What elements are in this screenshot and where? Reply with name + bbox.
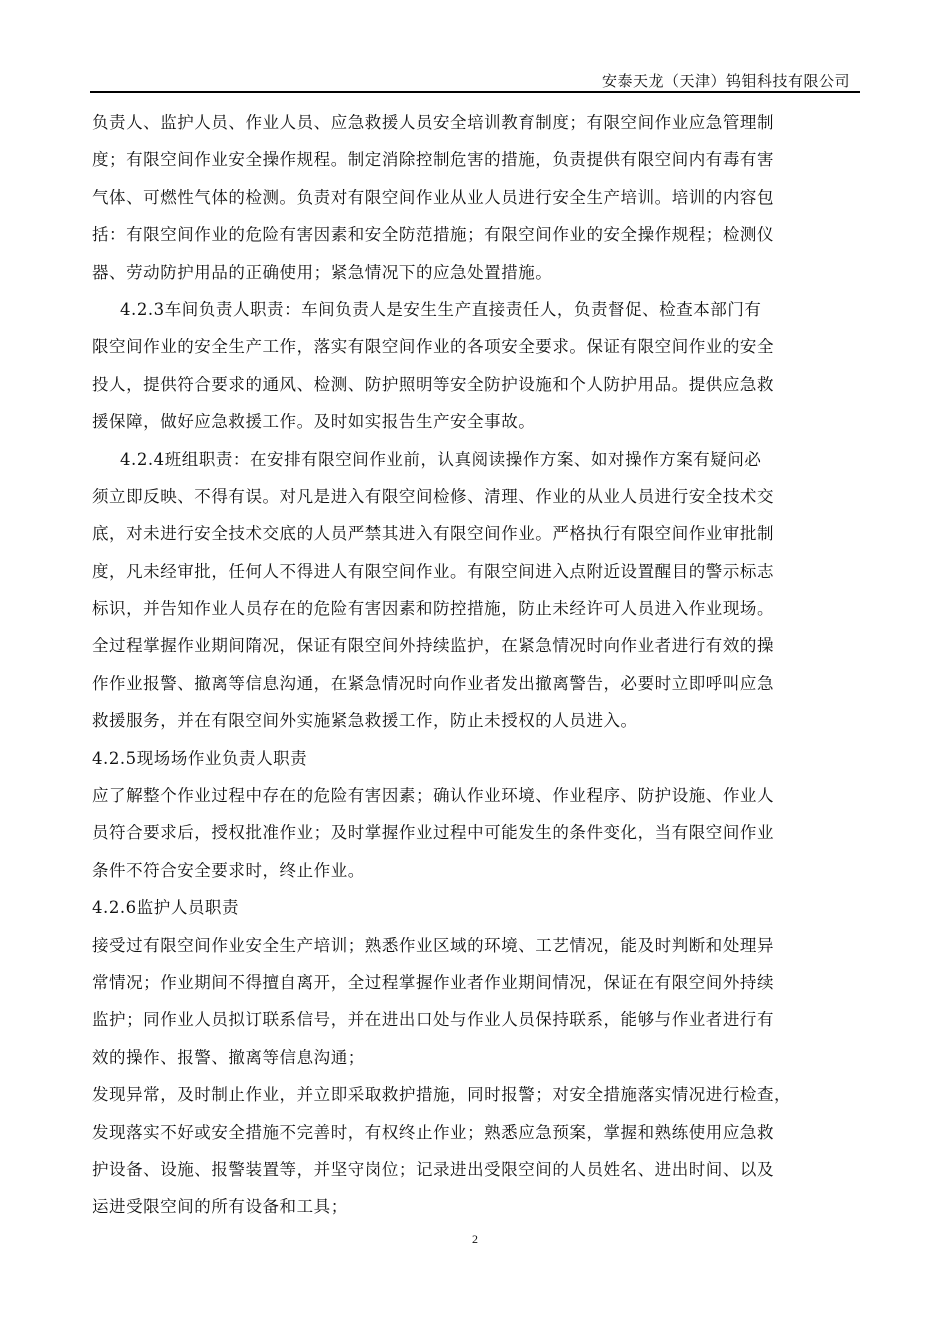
body-line: 发现异常，及时制止作业，并立即采取救护措施，同时报警；对安全措施落实情况进行检查，: [92, 1085, 792, 1105]
page-number: 2: [472, 1232, 478, 1246]
body-line: 监护；同作业人员拟订联系信号，并在进出口处与作业人员保持联系，能够与作业者进行有: [92, 1010, 774, 1030]
body-line: 投人，提供符合要求的通风、检测、防护照明等安全防护设施和个人防护用品。提供应急救: [92, 374, 774, 394]
body-line: 运进受限空间的所有设备和工具；: [92, 1197, 348, 1217]
document-body: [92, 104, 862, 1226]
body-line: 作作业报警、撤离等信息沟通，在紧急情况时向作业者发出撤离警告，必要时立即呼叫应急: [92, 673, 774, 693]
body-line: 度，凡未经审批，任何人不得进人有限空间作业。有限空间进入点附近设置醒目的警示标志: [92, 561, 774, 581]
body-line: 员符合要求后，授权批准作业；及时掌握作业过程中可能发生的条件变化，当有限空间作业: [92, 823, 774, 843]
body-line: 救援服务，并在有限空间外实施紧急救援工作，防止未授权的人员进入。: [92, 711, 638, 731]
body-line: 度；有限空间作业安全操作规程。制定消除控制危害的措施，负责提供有限空间内有毒有害: [92, 150, 774, 170]
body-line: 负责人、监护人员、作业人员、应急救援人员安全培训教育制度；有限空间作业应急管理制: [92, 113, 774, 132]
body-line: 护设备、设施、报警装置等，并坚守岗位；记录进出受限空间的人员姓名、进出时间、以及: [92, 1159, 774, 1179]
body-line: 底，对未进行安全技术交底的人员严禁其进入有限空间作业。严格执行有限空间作业审批制: [92, 524, 774, 544]
body-line: 常情况；作业期间不得擅自离开，全过程掌握作业者作业期间情况，保证在有限空间外持续: [92, 972, 774, 992]
section-4-2-3-heading-line: 4.2.3车间负责人职责：车间负责人是安生生产直接责任人，负责督促、检查本部门有: [120, 299, 762, 319]
body-line: 效的操作、报警、撤离等信息沟通；: [92, 1047, 365, 1067]
body-line: 条件不符合安全要求时，终止作业。: [92, 860, 365, 880]
body-line: 发现落实不好或安全措施不完善时，有权终止作业；熟悉应急预案，掌握和熟练使用应急救: [92, 1122, 774, 1142]
body-line: 全过程掌握作业期间隋况，保证有限空间外持续监护，在紧急情况时向作业者进行有效的操: [92, 636, 774, 656]
body-line: 括：有限空间作业的危险有害因素和安全防范措施；有限空间作业的安全操作规程；检测仪: [92, 225, 774, 245]
body-line: 援保障，做好应急救援工作。及时如实报告生产安全事故。: [92, 412, 536, 432]
header-company-name: 安泰天龙（天津）钨钼科技有限公司: [601, 72, 850, 90]
section-4-2-4-heading-line: 4.2.4班组职责：在安排有限空间作业前，认真阅读操作方案、如对操作方案有疑问必: [120, 449, 762, 469]
body-line: 接受过有限空间作业安全生产培训；熟悉作业区域的环境、工艺情况，能及时判断和处理异: [92, 935, 774, 955]
section-4-2-5-heading: 4.2.5现场场作业负责人职责: [92, 748, 308, 768]
body-line: 标识，并告知作业人员存在的危险有害因素和防控措施，防止未经许可人员进入作业现场。: [92, 599, 774, 619]
body-line: 须立即反映、不得有误。对凡是进入有限空间检修、清理、作业的从业人员进行安全技术交: [92, 486, 774, 506]
body-line: 气体、可燃性气体的检测。负责对有限空间作业从业人员进行安全生产培训。培训的内容包: [92, 187, 774, 207]
header-divider: [90, 91, 860, 93]
body-line: 限空间作业的安全生产工作，落实有限空间作业的各项安全要求。保证有限空间作业的安全: [92, 337, 774, 357]
section-4-2-6-heading: 4.2.6监护人员职责: [92, 898, 240, 918]
body-line: 器、劳动防护用品的正确使用；紧急情况下的应急处置措施。: [92, 262, 553, 282]
body-line: 应了解整个作业过程中存在的危险有害因素；确认作业环境、作业程序、防护设施、作业人: [92, 786, 774, 806]
